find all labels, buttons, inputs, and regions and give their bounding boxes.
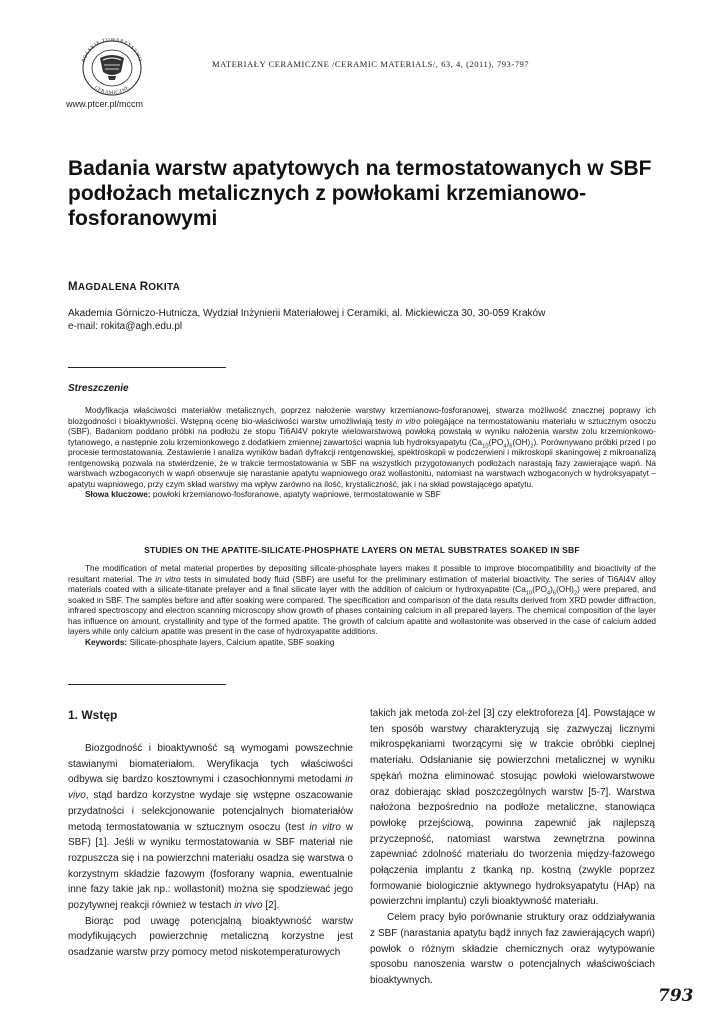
- article-title: Badania warstw apatytowych na termostatowanych w SBF podłożach metalicznych z powłokami krzemianowo-fosforanowymi: [68, 157, 652, 230]
- divider: [68, 684, 226, 685]
- paragraph: Biozgodność i bioaktywność są wymogami powszechnie stawianymi biomateriałom. Weryfikacja tych właściwości odbywa się bardzo kosztownymi i czasochłonnymi metodami in vivo, stąd bardzo korzystne wydaje się wstępne oszacowanie przydatności i selekcjonowanie potencjalnych biomateriałów metodą termostatowania w sztucznym osoczu (test in vitro w SBF) [1]. Jeśli w wyniku termostatowania w SBF materiał nie rozpuszcza się i na powierzchni materiału osadza się warstwa o korzystnym składzie fazowym (fosforany wapnia, ewentualnie inne fazy takie jak np.: wollastonit) można się spodziewać jego pozytywnej reakcji również w testach in vivo [2].: [68, 743, 354, 912]
- keywords-polish: Słowa kluczowe: powłoki krzemianowo-fosforanowe, apatyty wapniowe, termostatowanie w SBF: [85, 490, 441, 499]
- paragraph: takich jak metoda zol-żel [3] czy elektroforeza [4]. Powstające w ten sposób warstwy charakteryzują się zazwyczaj licznymi mikrospękaniami tworzącymi się w trakcie obróbki cieplnej materiału. Odsłanianie się powierzchni metalicznej w wyniku spękań można eliminować stosując powłoki wielowarstwowe oraz dobierając skład poszczególnych warstw [5-7]. Warstwa nałożona bezpośrednio na podłoże metaliczne, stanowiąca powłokę przejściową, powinna zapewnić jak najlepszą przyczepność, natomiast warstwa zewnętrzna powinna zapewniać zdolność materiału do tworzenia między-fazowego połączenia implantu z tkanką np. kostną (zwykle poprzez formowanie biologicznie aktywnego hydroksyapatytu (HAp) na powierzchni implantu) czyli bioaktywność materiału.: [370, 708, 655, 908]
- abstract-english: [68, 564, 656, 648]
- author-name: [68, 281, 180, 293]
- svg-text:CERAMICZNE: [93, 85, 130, 96]
- society-seal-icon: [72, 38, 152, 98]
- affiliation: Akademia Górniczo-Hutnicza, Wydział Inżynierii Materiałowej i Ceramiki, al. Mickiewicza 30, 30-059 Kraków: [68, 308, 546, 319]
- author-last-name: OKITA: [148, 282, 181, 293]
- paragraph: Biorąc pod uwagę potencjalną bioaktywność warstw modyfikujących powierzchnię metaliczną korzystne jest osadzanie warstw przy pomocy metod niskotemperaturowych: [68, 915, 353, 959]
- author-initial-first: M: [68, 281, 78, 293]
- page-number: 793: [658, 986, 694, 1006]
- divider: [68, 367, 226, 368]
- author-initial-last: R: [139, 281, 149, 293]
- keywords-english: Keywords: Silicate-phosphate layers, Calcium apatite, SBF soaking: [85, 637, 335, 647]
- author-email[interactable]: e-mail: rokita@agh.edu.pl: [68, 320, 183, 332]
- logo-text-bottom: CERAMICZNE: [93, 85, 131, 97]
- author-first-name: AGDALENA: [77, 282, 137, 293]
- logo-text-top: POLSKIE TOWARZYSTWO: [80, 38, 144, 63]
- abstract-english-text: The modification of metal material properties by depositing silicate-phosphate layers makes it possible to improve biocompatibility and bioactivity of the resultant material. The in vitro tests in simulated body fluid (SBF) are useful for the preliminary estimation of material bioactivity. The series of Ti6Al4V alloy materials coated with a silicate-titanate prelayer and a final silicate layer with the addition of calcium or hydroxyapatite $(Ca_{10}(PO_4)_6(OH)_2)$ were prepared, and soaked in SBF. The samples before and after soaking were compared. The specification and comparison of the data results derived from XRD powder diffraction, infrared spectroscopy and electron scanning microscopy show growth of phases containing calcium in all prepared layers. The chemical composition of the layer has influence on amount, crystallinity and type of the formed apatite. The growth of calcium apatite and wollastonite was observed in the case of calcium added layers while only calcium apatite was present in the case of hydroxyapatite additions.: [68, 564, 656, 636]
- english-title: STUDIES ON THE APATITE-SILICATE-PHOSPHATE LAYERS ON METAL SUBSTRATES SOAKED IN SBF: [144, 545, 580, 555]
- journal-url[interactable]: www.ptcer.pl/mccm: [66, 99, 144, 109]
- paragraph: Celem pracy było porównanie struktury oraz oddziaływania z SBF (narastania apatytu bądź innych faz zawierających wapń) powłok o różnym składzie chemicznych oraz wytypowanie sposobu nanoszenia warstw o potencjalnych właściwościach bioaktywnych.: [370, 912, 655, 986]
- affiliation-block: [68, 308, 668, 333]
- body-column-left: [68, 706, 353, 961]
- abstract-polish: [68, 406, 656, 501]
- body-column-right: [370, 706, 655, 989]
- section-heading: 1. Wstęp: [68, 708, 118, 722]
- journal-citation: MATERIAŁY CERAMICZNE /CERAMIC MATERIALS/, 63, 4, (2011), 793-797: [212, 59, 530, 69]
- abstract-polish-text: Modyfikacja właściwości materiałów metalicznych, poprzez nałożenie warstwy krzemianowo-fosforanowej, stwarza możliwość znacznej poprawy ich biozgodności i bioaktywności. Wstępną ocenę bio-właściwości warstw umożliwiają testy in vitro polegające na termostatowaniu materiału w sztucznym osoczu (SBF). Badaniom poddano próbki na podłożu ze stopu Ti6Al4V pokryte wielowarstwową powłoką powstałą w wyniku nałożenia warstw zolu krzemionkowo-tytanowego, a następnie zolu krzemionkowego z dodatkiem zmiennej zawartości wapnia lub hydroksyapatytu $(Ca_{10}(PO_4)_6(OH)_2)$. Porównywano próbki przed i po procesie termostatowania. Zestawienie i analiza wyników badań dyfrakcji rentgenowskiej, spektroskopii w podczerwieni i mikroskopii skaningowej z mikroanalizą rentgenowską pozwala na stwierdzenie, że w trakcie termostatowania w SBF na wszystkich przygotowanych podłożach narastają fazy zawierające wapń. Na warstwach wzbogaconych w wapń obserwuje się narastanie apatytu wapniowego oraz wollastonitu, natomiast na warstwach wzbogaconych w hydroksyapatyt – apatytu wapniowego, przy czym skład warstwy ma wpływ zarówno na ilość, krystaliczność, jak i na skład powstającego apatytu.: [68, 406, 656, 489]
- society-logo: [72, 38, 152, 98]
- abstract-heading: Streszczenie: [68, 383, 129, 394]
